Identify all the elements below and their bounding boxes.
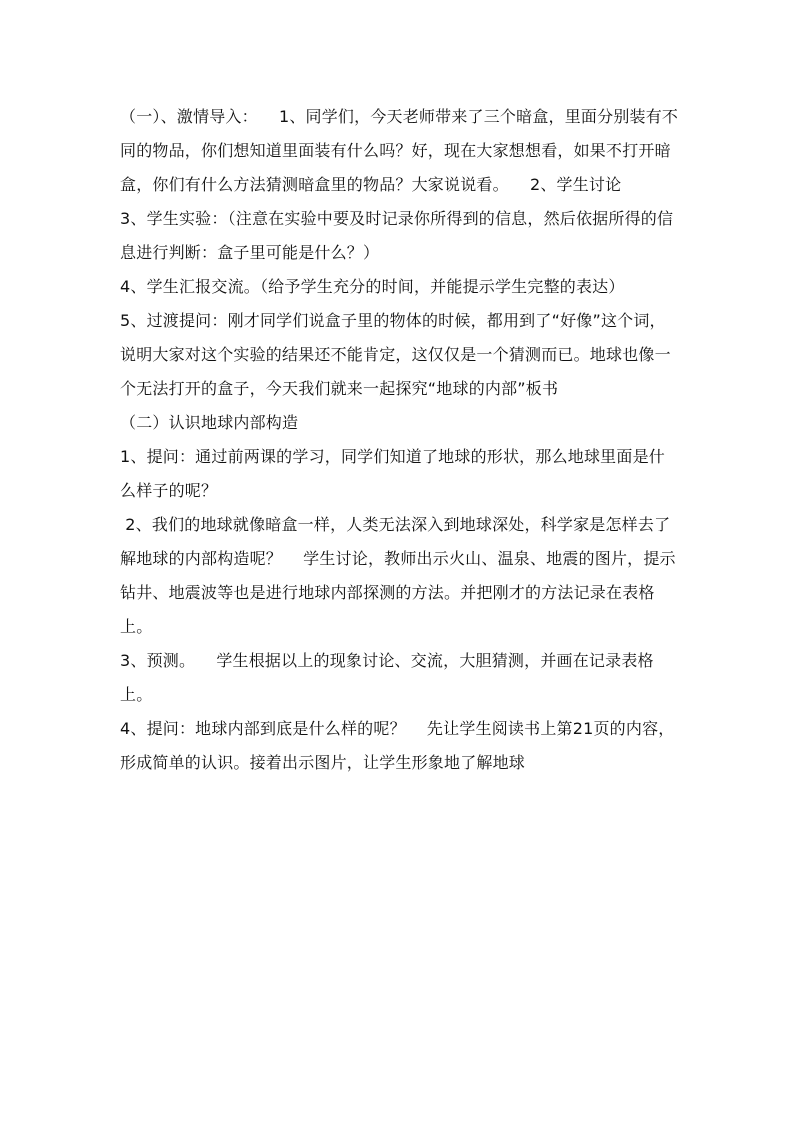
paragraph-intro: （一）、激情导入： 1、同学们，今天老师带来了三个暗盒，里面分别装有不同的物品，你们想知道里面装有什么吗？好，现在大家想想看，如果不打开暗盒，你们有什么方法猜测暗盒里的物品？大家说说看。 2、学生讨论 (120, 107, 679, 194)
paragraph-question-4: 4、提问：地球内部到底是什么样的呢？ 先让学生阅读书上第21页的内容，形成简单的认识。接着出示图片，让学生形象地了解地球 (120, 719, 675, 772)
paragraph-prediction: 3、预测。 学生根据以上的现象讨论、交流，大胆猜测，并画在记录表格上。 (120, 651, 654, 704)
paragraph-student-report: 4、学生汇报交流。（给予学生充分的时间，并能提示学生完整的表达） (120, 277, 625, 296)
section-heading-earth-structure: （二）认识地球内部构造 (120, 413, 299, 432)
document-body (120, 100, 680, 780)
paragraph-question-2: 2、我们的地球就像暗盒一样，人类无法深入到地球深处，科学家是怎样去了解地球的内部构造呢？ 学生讨论，教师出示火山、温泉、地震的图片，提示钻井、地震波等也是进行地球内部探测的方法。并把刚才的方法记录在表格上。 (120, 515, 676, 636)
paragraph-question-1: 1、提问：通过前两课的学习，同学们知道了地球的形状，那么地球里面是什么样子的呢？ (120, 447, 665, 500)
paragraph-transition-question: 5、过渡提问：刚才同学们说盒子里的物体的时候，都用到了“好像”这个词，说明大家对这个实验的结果还不能肯定，这仅仅是一个猜测而已。地球也像一个无法打开的盒子，今天我们就来一起探究“地球的内部”板书 (120, 311, 671, 398)
paragraph-student-experiment: 3、学生实验：（注意在实验中要及时记录你所得到的信息，然后依据所得的信息进行判断：盒子里可能是什么？） (120, 209, 674, 262)
